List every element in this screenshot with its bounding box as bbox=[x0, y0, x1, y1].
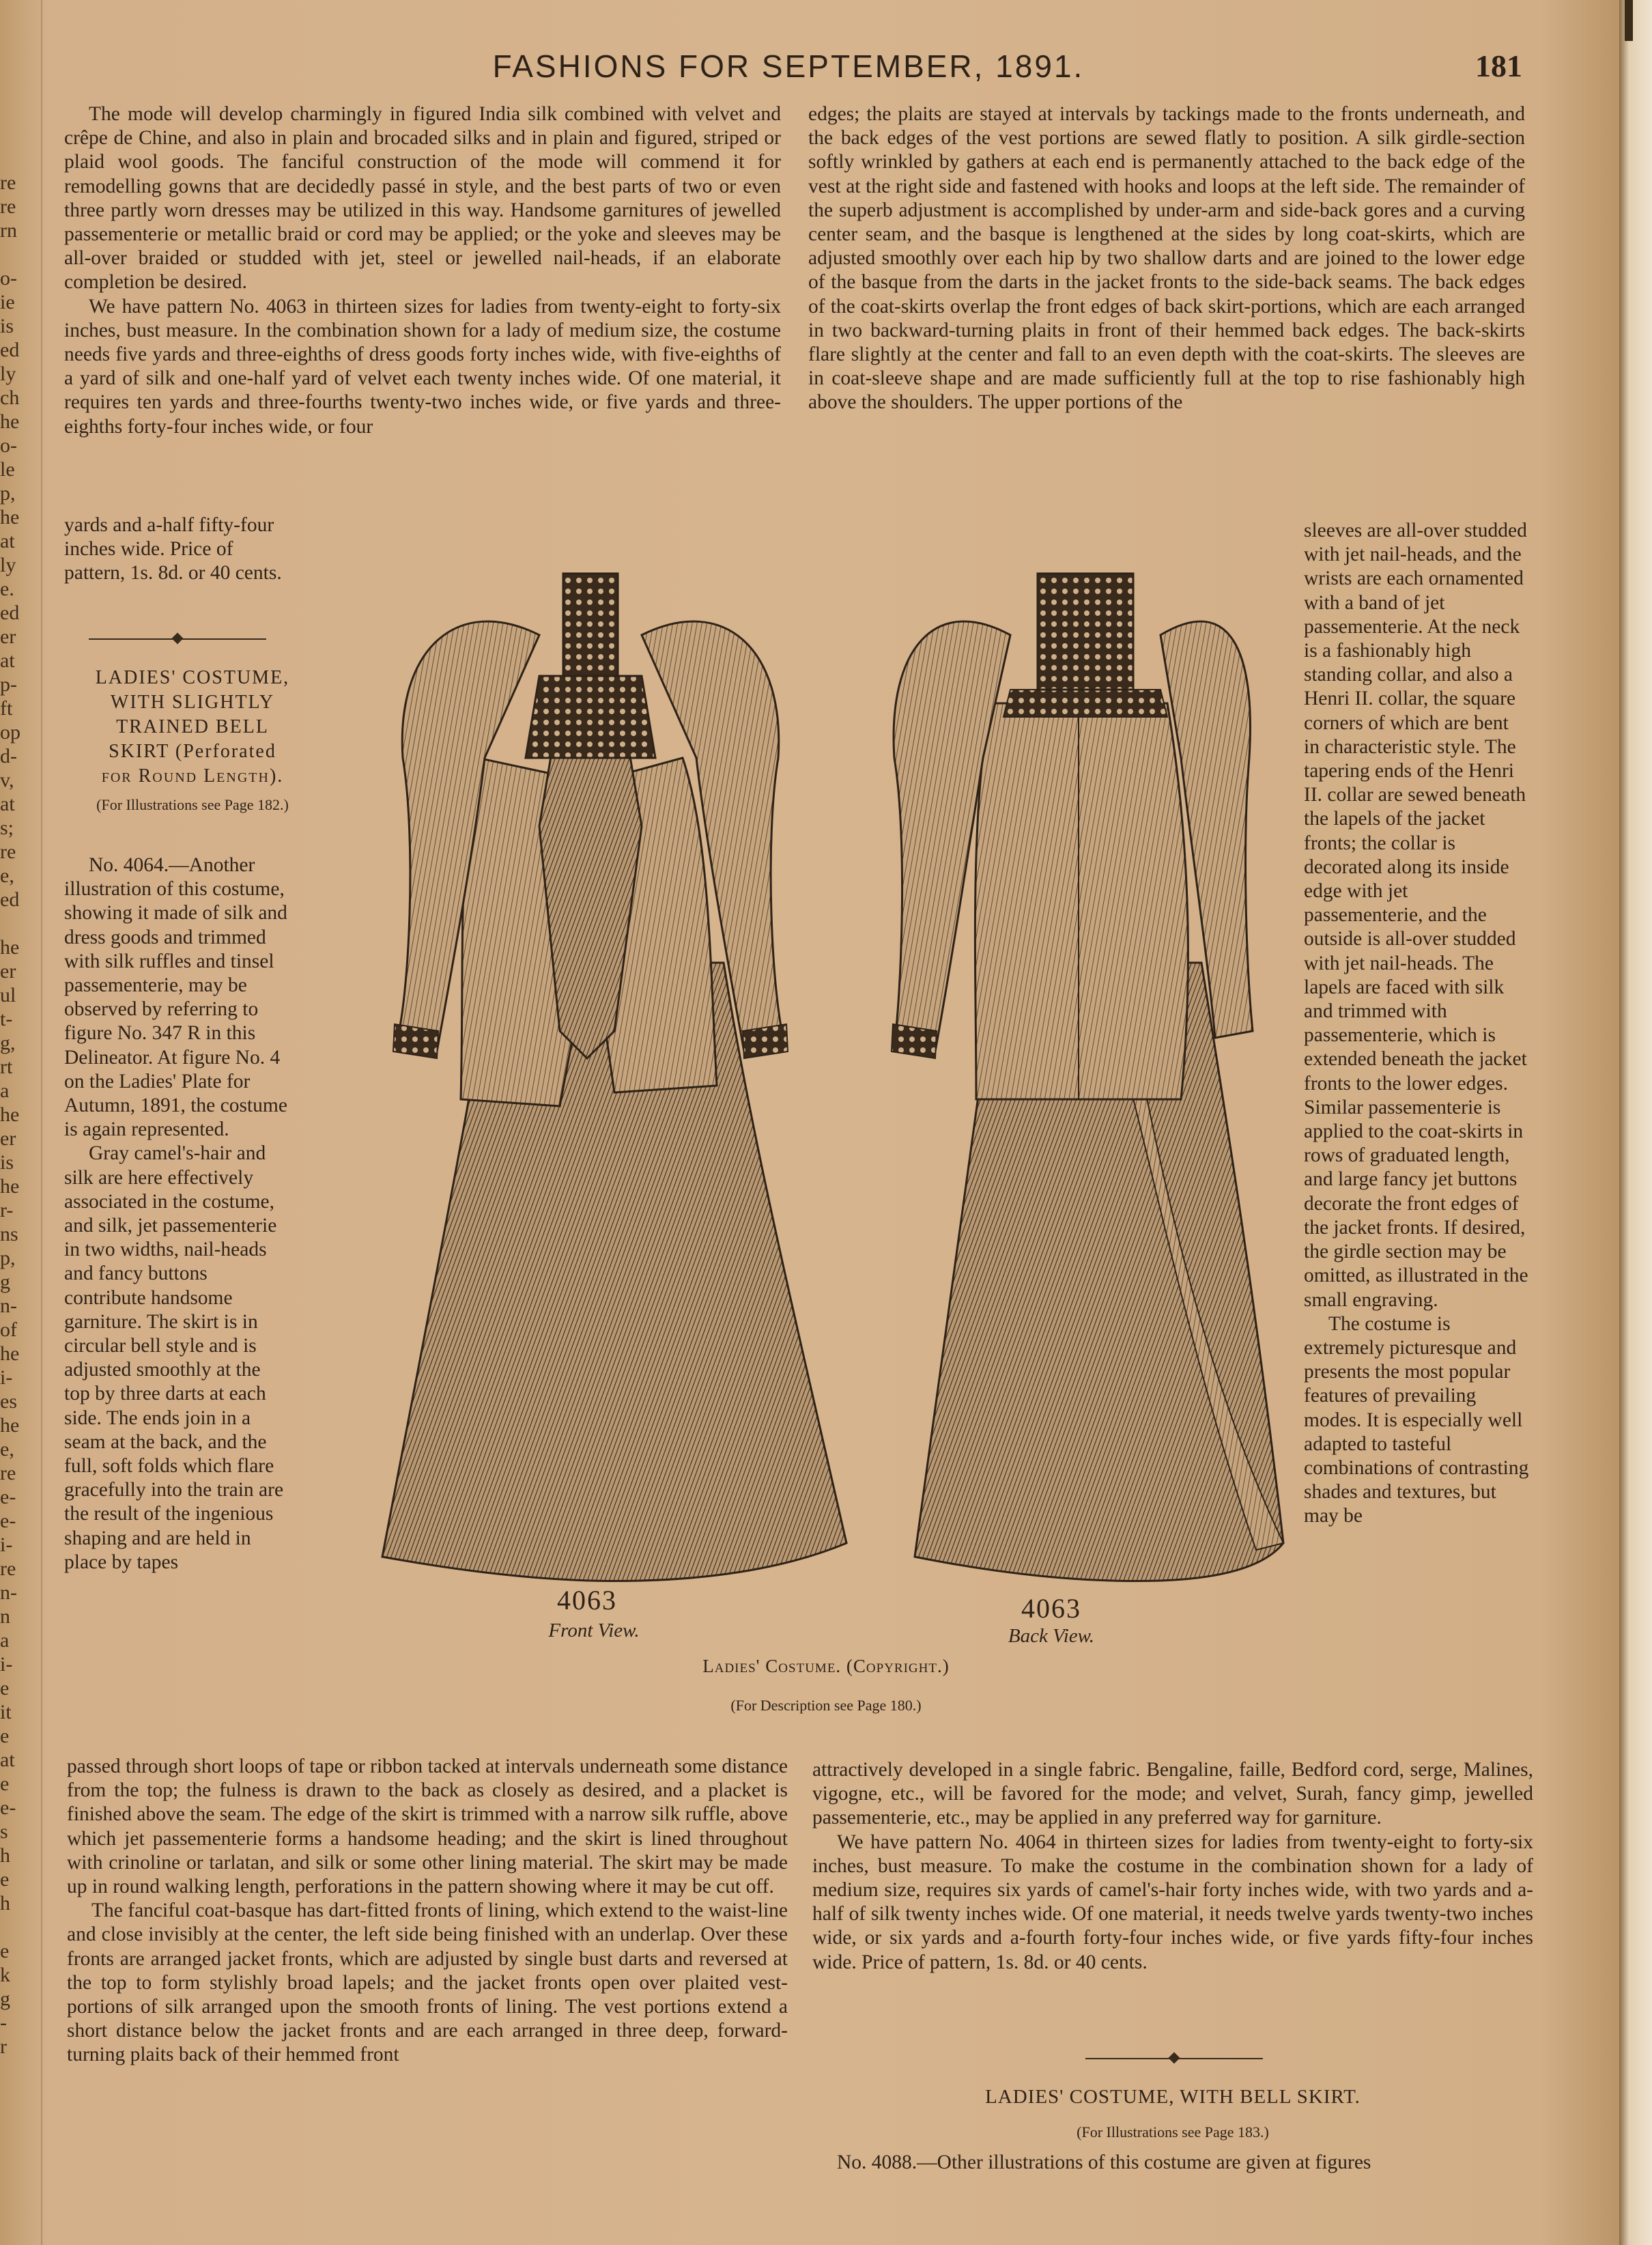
margin-fragment: he bbox=[0, 1342, 20, 1365]
margin-fragment: rn bbox=[0, 219, 17, 242]
margin-fragment: ch bbox=[0, 386, 20, 409]
figure-view-label: Back View. bbox=[1008, 1625, 1095, 1647]
left-column-bottom bbox=[67, 1755, 788, 2067]
margin-fragment: e bbox=[0, 1868, 10, 1891]
margin-fragment: er bbox=[0, 625, 16, 648]
margin-fragment: e- bbox=[0, 1486, 16, 1508]
margin-fragment: is bbox=[0, 1151, 14, 1174]
margin-fragment: h bbox=[0, 1892, 10, 1915]
paragraph: We have pattern No. 4063 in thirteen sizes for ladies from twenty-eight to forty-six inches, bust measure. In the combination shown for a lady of medium size, the costume needs five yards and three-eighths of dress goods forty inches wide, with five-eighths of a yard of silk and one-half yard of velvet each twenty inches wide. Of one material, it requires ten yards and three-fourths twenty-two inches wide, or five yards and three-eighths forty-four inches wide, or four bbox=[64, 295, 781, 438]
margin-fragment: it bbox=[0, 1701, 12, 1723]
margin-fragment: at bbox=[0, 530, 15, 552]
left-narrow-column bbox=[64, 853, 289, 1575]
margin-fragment: e. bbox=[0, 578, 14, 600]
heading-line: SKIRT (Perforated bbox=[109, 741, 276, 762]
figure-view-label: Front View. bbox=[548, 1620, 640, 1641]
margin-fragment: t- bbox=[0, 1008, 13, 1030]
section2-text bbox=[812, 2151, 1533, 2175]
margin-fragment: he bbox=[0, 936, 20, 959]
paragraph: No. 4064.—Another illustration of this costume, showing it made of silk and dress goods and trimmed with silk ruffles and tinsel passementerie, may be observed by referring to figure No. 347 R in this Delineator. At figure No. 4 on the Ladies' Plate for Autumn, 1891, the costume is again represented. bbox=[64, 854, 287, 1141]
margin-fragment: re bbox=[0, 171, 16, 194]
paragraph: No. 4088.—Other illustrations of this costume are given at figures bbox=[837, 2151, 1371, 2173]
margin-fragment: o- bbox=[0, 267, 17, 290]
page-edge bbox=[1619, 0, 1652, 2245]
margin-fragment: le bbox=[0, 458, 15, 481]
margin-fragment: p, bbox=[0, 482, 16, 505]
margin-fragment: ly bbox=[0, 363, 16, 385]
margin-fragment: of bbox=[0, 1318, 17, 1341]
margin-fragment: is bbox=[0, 315, 14, 337]
front-view-dress bbox=[382, 574, 846, 1581]
margin-fragment: er bbox=[0, 1127, 16, 1150]
margin-fragment: e- bbox=[0, 1796, 16, 1819]
margin-fragment: p- bbox=[0, 673, 17, 696]
margin-fragment: er bbox=[0, 960, 16, 983]
margin-fragment: ft bbox=[0, 697, 13, 720]
margin-fragment: p, bbox=[0, 1247, 16, 1269]
margin-fragment: e- bbox=[0, 1510, 16, 1532]
previous-page-margin bbox=[0, 171, 27, 2059]
margin-fragment: n- bbox=[0, 1295, 17, 1317]
left-column-price bbox=[64, 513, 296, 586]
margin-fragment: i- bbox=[0, 1366, 13, 1389]
right-narrow-column bbox=[1304, 519, 1529, 1529]
right-column-top bbox=[808, 102, 1525, 415]
margin-fragment: e, bbox=[0, 1438, 14, 1460]
costume-illustrations bbox=[355, 553, 1290, 1591]
margin-fragment: he bbox=[0, 1175, 20, 1198]
margin-fragment: a bbox=[0, 1629, 10, 1652]
margin-fragment: s; bbox=[0, 817, 14, 839]
margin-fragment: he bbox=[0, 1103, 20, 1126]
margin-fragment: r bbox=[0, 2035, 7, 2058]
margin-fragment: ed bbox=[0, 602, 20, 624]
margin-fragment: re bbox=[0, 1462, 16, 1484]
margin-fragment: g bbox=[0, 1271, 10, 1293]
margin-fragment: e bbox=[0, 1940, 10, 1962]
section-separator bbox=[1085, 2058, 1263, 2059]
paragraph: attractively developed in a single fabric. Bengaline, faille, Bedford cord, serge, Malines, vigogne, etc., will be favored for the mode; and velvet, Surah, fancy gimp, jewelled passementerie, etc., may be applied in any preferred way for garniture. bbox=[812, 1759, 1533, 1829]
margin-fragment: h bbox=[0, 1844, 10, 1867]
paragraph: passed through short loops of tape or ribbon tacked at intervals underneath some distance from the top; the fulness is drawn to the back as closely as desired, and a placket is finished above the seam. The edge of the skirt is trimmed with a narrow silk ruffle, above which jet passementerie forms a handsome heading; and the skirt is lined throughout with crinoline or tarlatan, and silk or some other lining material. The skirt may be made up in round walking length, perforations in the pattern showing where it may be cut off. bbox=[67, 1755, 788, 1898]
margin-fragment: v, bbox=[0, 769, 14, 791]
margin-fragment: op bbox=[0, 721, 20, 744]
left-column-top bbox=[64, 102, 781, 439]
margin-fragment: re bbox=[0, 1557, 16, 1580]
heading-line: WITH SLIGHTLY bbox=[110, 692, 275, 713]
margin-fragment: he bbox=[0, 1414, 20, 1437]
margin-fragment: ed bbox=[0, 339, 20, 361]
margin-fragment: ns bbox=[0, 1223, 18, 1245]
paragraph: yards and a-half fifty-four inches wide. Price of pattern, 1s. 8d. or 40 cents. bbox=[64, 514, 282, 584]
back-view-dress bbox=[892, 574, 1283, 1581]
margin-fragment: e bbox=[0, 1677, 10, 1699]
margin-fragment: e bbox=[0, 1773, 10, 1795]
margin-fragment: es bbox=[0, 1390, 17, 1413]
margin-fragment: e bbox=[0, 1725, 10, 1747]
margin-fragment: a bbox=[0, 1079, 10, 1102]
paragraph: We have pattern No. 4064 in thirteen sizes for ladies from twenty-eight to forty-six inches, bust measure. To make the costume in the combination shown for a lady of medium size, requires six yards of camel's-hair forty inches wide, with two yards and a-half of silk twenty inches wide. Of one material, it needs twelve yards twenty-two inches wide, or six yards and a-fourth forty-four inches wide, or five yards fifty-four inches wide. Price of pattern, 1s. 8d. or 40 cents. bbox=[812, 1831, 1533, 1973]
margin-fragment: o- bbox=[0, 434, 17, 457]
figure-number: 4063 bbox=[557, 1585, 617, 1615]
margin-fragment: n bbox=[0, 1605, 10, 1628]
margin-fragment: d- bbox=[0, 745, 17, 767]
heading-line: TRAINED BELL bbox=[116, 716, 269, 737]
margin-fragment: he bbox=[0, 506, 20, 528]
margin-fragment: ly bbox=[0, 554, 16, 576]
section-heading bbox=[64, 666, 296, 815]
margin-fragment: r- bbox=[0, 1199, 14, 1222]
margin-fragment: n- bbox=[0, 1581, 17, 1604]
margin-fragment: k bbox=[0, 1964, 10, 1986]
see-also-note: (For Illustrations see Page 183.) bbox=[1077, 2123, 1269, 2141]
margin-fragment: g, bbox=[0, 1032, 16, 1054]
figure-caption: Ladies' Costume. (Copyright.) bbox=[702, 1656, 950, 1676]
margin-fragment: s bbox=[0, 1820, 8, 1843]
paragraph: The fanciful coat-basque has dart-fitted fronts of lining, which extend to the waist-line and close invisibly at the center, the left side being finished with an underlap. Over these fronts are arranged jacket fronts, which are adjusted by single bust darts and reversed at the top to form stylishly broad lapels; and the jacket fronts open over plaited vest-portions of silk arranged upon the smooth fronts of lining. The vest portions extend a short distance below the jacket fronts and are each arranged in three deep, forward-turning plaits back of their hemmed front bbox=[67, 1900, 788, 2066]
margin-fragment: i- bbox=[0, 1653, 13, 1676]
margin-fragment: ul bbox=[0, 984, 16, 1006]
figure-number: 4063 bbox=[1021, 1593, 1081, 1624]
gutter bbox=[41, 0, 42, 2245]
paragraph: The costume is extremely picturesque and presents the most popular features of prevailing modes. It is especially well adapted to tasteful combinations of contrasting shades and textures, but may be bbox=[1304, 1312, 1529, 1527]
margin-fragment: e, bbox=[0, 864, 14, 887]
section-heading: LADIES' COSTUME, WITH BELL SKIRT. bbox=[985, 2086, 1361, 2108]
heading-line: for Round Length). bbox=[101, 765, 284, 787]
margin-fragment: rt bbox=[0, 1056, 13, 1078]
margin-fragment: at bbox=[0, 1749, 15, 1771]
margin-fragment bbox=[0, 242, 27, 266]
figure-caption-note: (For Description see Page 180.) bbox=[730, 1697, 922, 1714]
paragraph: Gray camel's-hair and silk are here effectively associated in the costume, and silk, jet passementerie in two widths, nail-heads and fancy buttons contribute handsome garniture. The skirt is in circular bell style and is adjusted smoothly at the top by three darts at each side. The ends join in a seam at the back, and the full, soft folds which flare gracefully into the train are the result of the ingenious shaping and are held in place by tapes bbox=[64, 1142, 284, 1573]
margin-fragment: - bbox=[0, 2011, 7, 2034]
page-number: 181 bbox=[1475, 48, 1522, 83]
right-column-bottom bbox=[812, 1758, 1533, 1975]
margin-fragment bbox=[0, 912, 27, 935]
margin-fragment: ie bbox=[0, 291, 15, 313]
paragraph: edges; the plaits are stayed at intervals by tackings made to the fronts underneath, and the back edges of the vest portions are sewed flatly to position. A silk girdle-section softly wrinkled by gathers at each end is permanently attached to the back edge of the vest at the right side and fastened with hooks and loops at the left side. The remainder of the superb adjustment is accomplished by under-arm and side-back gores and a curving center seam, and the basque is lengthened at the sides by long coat-skirts, which are adjusted smoothly over each hip by two shallow darts and are joined to the lower edge of the basque from the darts in the jacket fronts to the side-back seams. The back edges of the coat-skirts overlap the front edges of back skirt-portions, which are each arranged in two backward-turning plaits in front of their hemmed back edges. The back-skirts flare slightly at the center and fall to an even depth with the coat-skirts. The sleeves are in coat-sleeve shape and are made sufficiently full at the top to rise fashionably high above the shoulders. The upper portions of the bbox=[808, 103, 1525, 414]
margin-fragment: g bbox=[0, 1988, 10, 2010]
margin-fragment: he bbox=[0, 410, 20, 433]
paragraph: The mode will develop charmingly in figured India silk combined with velvet and crêpe de Chine, and also in plain and brocaded silks and in plain and figured, striped or plaid wool goods. The fanciful construction of the mode will commend it for remodelling gowns that are decidedly passé in style, and the best parts of two or even three partly worn dresses may be utilized in this way. Handsome garnitures of jewelled passementerie or metallic braid or cord may be applied; or the yoke and sleeves may be all-over braided or studded with jet, steel or jewelled nail-heads, if an elaborate completion be desired. bbox=[64, 103, 781, 294]
heading-line: LADIES' COSTUME, bbox=[95, 667, 290, 688]
margin-fragment: at bbox=[0, 793, 15, 815]
margin-fragment: re bbox=[0, 195, 16, 218]
section-separator bbox=[89, 638, 266, 640]
running-header: FASHIONS FOR SEPTEMBER, 1891. bbox=[492, 48, 1085, 84]
margin-fragment: at bbox=[0, 649, 15, 672]
margin-fragment: re bbox=[0, 841, 16, 863]
see-also-note: (For Illustrations see Page 182.) bbox=[96, 796, 289, 813]
margin-fragment: ed bbox=[0, 888, 20, 911]
paragraph: sleeves are all-over studded with jet nail-heads, and the wrists are each ornamented with a band of jet passementerie. At the neck is a fashionably high standing collar, and also a Henri II. collar, the square corners of which are bent in characteristic style. The tapering ends of the Henri II. collar are sewed beneath the lapels of the jacket fronts; the collar is decorated along its inside edge with jet passementerie, and the outside is all-over studded with jet nail-heads. The lapels are faced with silk and trimmed with passementerie, which is extended beneath the jacket fronts to the lower edges. Similar passementerie is applied to the coat-skirts in rows of graduated length, and large fancy jet buttons decorate the front edges of the jacket fronts. If desired, the girdle section may be omitted, as illustrated in the small engraving. bbox=[1304, 520, 1528, 1311]
margin-fragment bbox=[0, 1915, 27, 1939]
margin-fragment: i- bbox=[0, 1534, 13, 1556]
